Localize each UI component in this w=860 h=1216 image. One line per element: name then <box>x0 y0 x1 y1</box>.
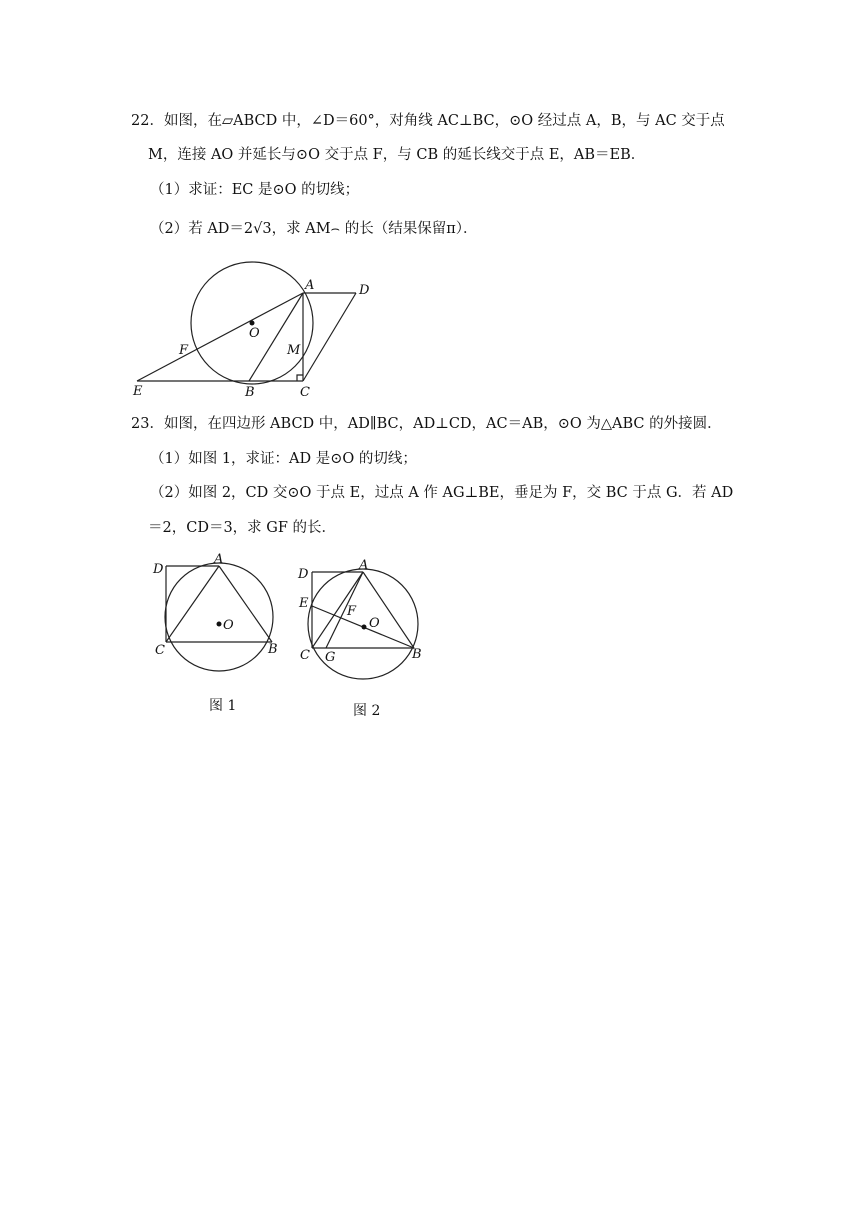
fig2-label-f: F <box>347 604 357 619</box>
fig2-label-a: A <box>359 558 369 573</box>
fig1-center-dot <box>217 622 222 627</box>
fig2-label-d: D <box>298 567 309 582</box>
q22-line1: 22．如图，在▱ABCD 中，∠D＝60°，对角线 AC⊥BC，⊙O 经过点 A，B，与 AC 交于点 <box>131 113 725 129</box>
fig1-label-d: D <box>153 562 164 577</box>
q22-label-d: D <box>359 283 370 298</box>
q22-label-e: E <box>133 384 143 399</box>
fig2-segment-ag <box>326 572 363 648</box>
q22-label-c: C <box>300 385 310 400</box>
q23-line1: 23．如图，在四边形 ABCD 中，AD∥BC，AD⊥CD，AC＝AB，⊙O 为△ABC 的外接圆． <box>131 416 722 432</box>
q22-part1: （1）求证：EC 是⊙O 的切线； <box>150 182 360 198</box>
fig1-label-c: C <box>155 643 165 658</box>
q22-line2: M，连接 AO 并延长与⊙O 交于点 F，与 CB 的延长线交于点 E，AB＝EB． <box>148 147 646 163</box>
q22-label-f: F <box>179 343 189 358</box>
fig2-center-dot <box>362 625 367 630</box>
fig1-label-o: O <box>223 618 234 633</box>
fig1-segment-ac <box>166 566 219 642</box>
q23-part2-line1: （2）如图 2，CD 交⊙O 于点 E，过点 A 作 AG⊥BE，垂足为 F，交 BC 于点 G．若 AD <box>150 485 734 501</box>
fig2-caption: 图 2 <box>353 703 381 719</box>
fig2-segment-ab <box>363 572 414 648</box>
fig2-label-c: C <box>300 648 310 663</box>
q22-part2: （2）若 AD＝2√3，求 AM⌢ 的长（结果保留π）． <box>150 221 478 237</box>
fig2-label-g: G <box>325 650 336 665</box>
fig1-label-a: A <box>214 552 224 567</box>
fig1-caption: 图 1 <box>209 698 237 714</box>
q22-label-m: M <box>287 343 301 358</box>
fig2-label-b: B <box>412 647 422 662</box>
fig2-label-e: E <box>299 596 309 611</box>
q22-label-o: O <box>249 326 260 341</box>
q23-part1: （1）如图 1，求证：AD 是⊙O 的切线； <box>150 451 417 467</box>
fig1-circle-o <box>165 563 273 671</box>
q22-label-a: A <box>305 278 315 293</box>
q23-part2-line2: ＝2，CD＝3，求 GF 的长． <box>148 520 337 536</box>
q22-label-b: B <box>245 385 255 400</box>
fig2-label-o: O <box>369 616 380 631</box>
fig1-label-b: B <box>268 642 278 657</box>
